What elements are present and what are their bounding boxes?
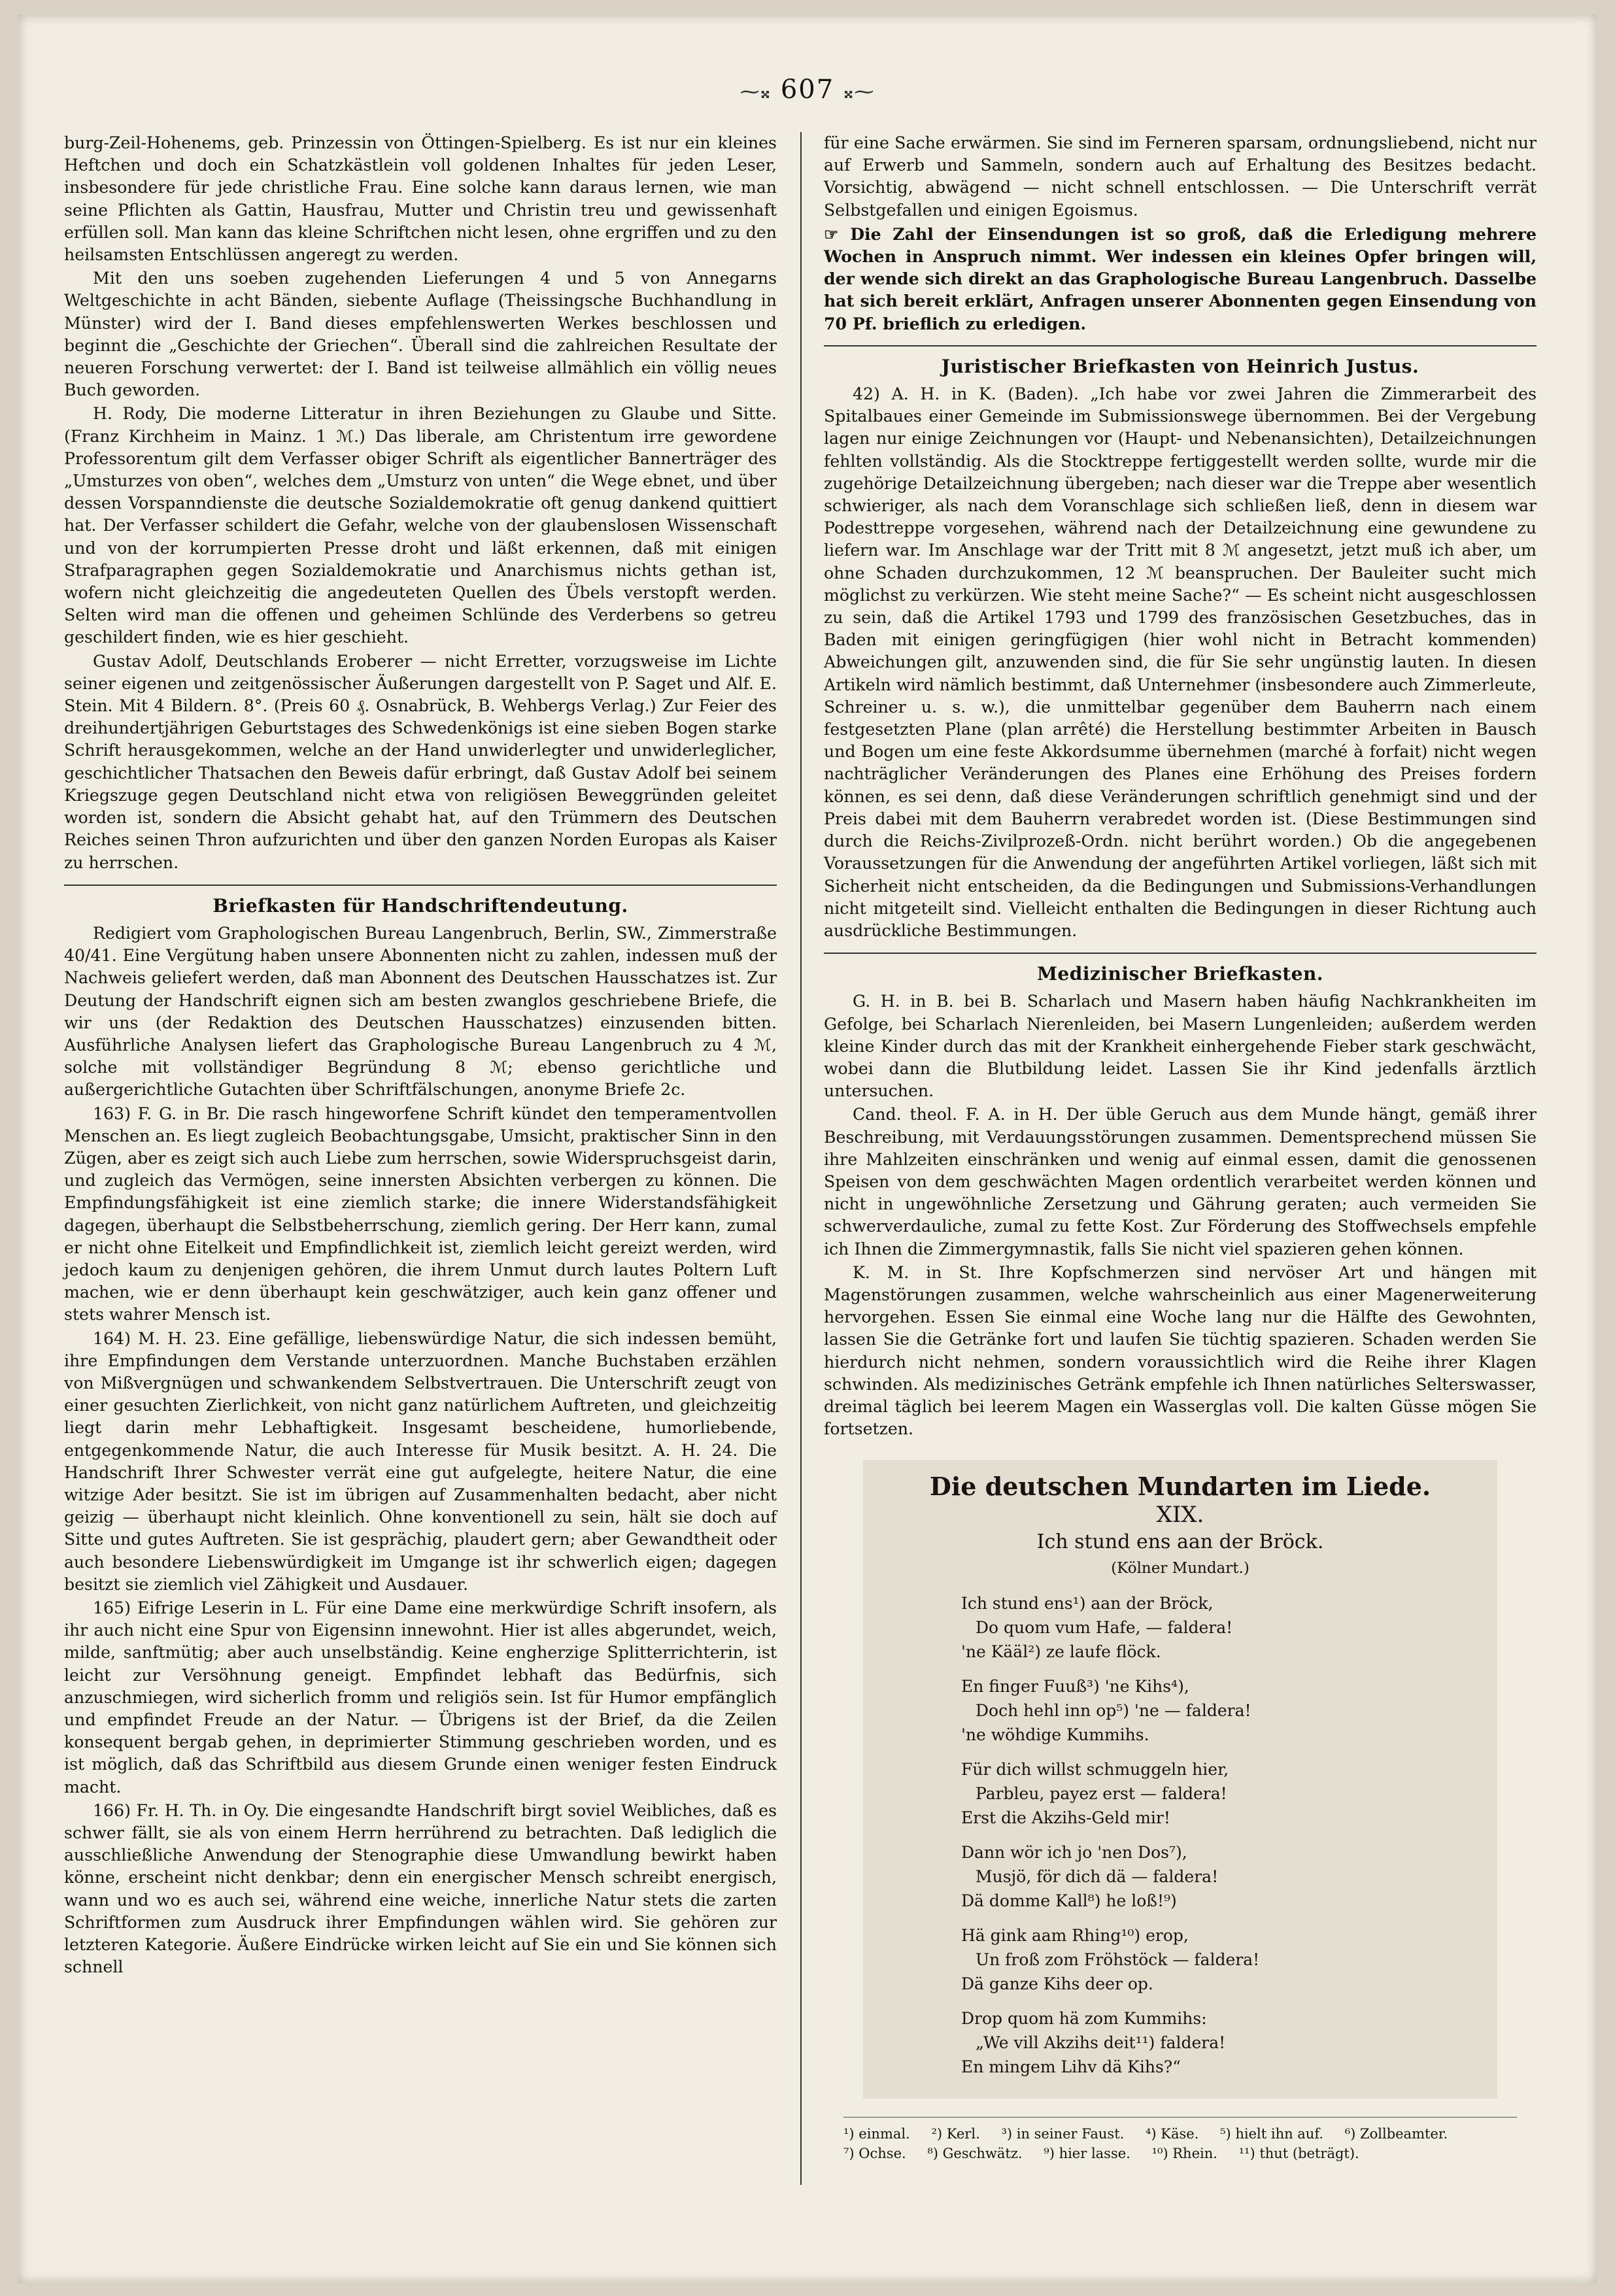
- handwriting-continuation: für eine Sache erwärmen. Sie sind im Ferneren sparsam, ordnungsliebend, nicht nur auf Erwerb und Sammeln, sondern auch auf Erhaltung des Besitzes bedacht. Vorsichtig, abwägend — nicht schnell entschlossen. — Die Unterschrift verrät Selbstgefallen und einigen Egoismus.: [824, 133, 1537, 220]
- poem-title: Ich stund ens aan der Bröck.: [1036, 1530, 1324, 1553]
- footnote: ²) Kerl.: [931, 2126, 980, 2142]
- poem-line: Doch hehl inn op⁵) 'ne — faldera!: [976, 1701, 1251, 1721]
- footnote: ⁷) Ochse.: [843, 2146, 906, 2162]
- footnote: ³) in seiner Faust.: [1001, 2126, 1125, 2142]
- poem-lines: [961, 1591, 1478, 2079]
- footnote: ¹¹) thut (beträgt).: [1238, 2146, 1359, 2162]
- handwriting-section-title: Briefkasten für Handschriftendeutung.: [212, 894, 628, 917]
- review-paragraph: burg-Zeil-Hohenems, geb. Prinzessin von Öttingen-Spielberg. Es ist nur ein kleines Heftchen und doch ein Schatzkästlein voll goldenen Inhaltes für jeden Leser, insbesondere für jede christliche Frau. Eine solche kann daraus lernen, wie man seine Pflichten als Gattin, Hausfrau, Mutter und Christin treu und gewissenhaft erfüllen soll. Man kann das kleine Schriftchen nicht lesen, ohne ergriffen und zu den heilsamsten Entschlüssen angeregt zu werden.: [64, 133, 777, 265]
- poem-line: Für dich willst schmuggeln hier,: [961, 1760, 1229, 1780]
- medical-entry: K. M. in St. Ihre Kopfschmerzen sind nervöser Art und hängen mit Magenstörungen zusammen, welche wahrscheinlich aus einer Magenerweiterung hervorgehen. Essen Sie einmal eine Woche lang nur die Hälfte des Gewohnten, lassen Sie die Getränke fort und laufen Sie tüchtig spazieren. Schaden werden Sie hierdurch nicht nehmen, sondern voraussichtlich wird die Reihe ihrer Klagen schwinden. Als medizinisches Getränk empfehle ich Ihnen natürliches Selterswasser, dreimal täglich bei leerem Magen ein Wasserglas voll. Die kalten Güsse mögen Sie fortsetzen.: [824, 1262, 1537, 1439]
- medical-entry: Cand. theol. F. A. in H. Der üble Geruch aus dem Munde hängt, gemäß ihrer Beschreibung, mit Verdauungsstörungen zusammen. Dementsprechend müssen Sie ihre Mahlzeiten einschränken und wenig auf einmal essen, damit die genossenen Speisen von dem geschwächten Magen ordentlich verarbeitet werden können und nicht in ungewöhnliche Zersetzung und Gährung geraten; auch vermeiden Sie schwerverdauliche, zumal zu fette Kost. Zur Förderung des Stoffwechsels empfehle ich Ihnen die Zimmergymnastik, falls Sie nicht viel spazieren gehen können.: [824, 1105, 1537, 1258]
- poem-line: Un froß zom Fröhstöck — faldera!: [976, 1950, 1260, 1970]
- medical-entry: G. H. in B. bei B. Scharlach und Masern haben häufig Nachkrankheiten im Gefolge, bei Scharlach Nierenleiden, bei Masern Lungenleiden; außerdem werden kleine Kinder durch das mit der Krankheit einhergehende Fieber stark geschwächt, wobei dann die Blutbildung leidet. Lassen Sie ihr Kind jedenfalls ärztlich untersuchen.: [824, 992, 1537, 1101]
- footnote: ⁶) Zollbeamter.: [1344, 2126, 1448, 2142]
- footnote: ⁴) Käse.: [1146, 2126, 1199, 2142]
- review-paragraph: H. Rody, Die moderne Litteratur in ihren Beziehungen zu Glaube und Sitte. (Franz Kirchheim in Mainz. 1 ℳ.) Das liberale, am Christentum irre gewordene Professorentum gilt dem Verfasser obiger Schrift als eigentlicher Bannerträger des „Umsturzes von oben“, welches dem „Umsturz von unten“ die Wege ebnet, und über dessen Vorspanndienste die deutsche Sozialdemokratie oft genug dankend quittiert hat. Der Verfasser schildert die Gefahr, welche von der glaubenslosen Wissenschaft und von der korrumpierten Presse droht und läßt erkennen, daß mit einigen Strafparagraphen gegen Sozialdemokratie und Anarchismus nichts gethan ist, wofern nicht gleichzeitig die angedeuteten Quellen des Übels verstopft werden. Selten wird man die offenen und geheimen Schlünde des Verderbens so getreu geschildert finden, wie es hier geschieht.: [64, 404, 777, 647]
- poem-series-title: Die deutschen Mundarten im Liede.: [929, 1472, 1431, 1502]
- poem-footnotes: [843, 2117, 1517, 2163]
- newspaper-page: [18, 14, 1597, 2283]
- handwriting-intro: Redigiert vom Graphologischen Bureau Langenbruch, Berlin, SW., Zimmerstraße 40/41. Eine Vergütung haben unsere Abonnenten nicht zu zahlen, indessen muß der Nachweis geliefert werden, daß man Abonnent des Deutschen Hausschatzes ist. Zur Deutung der Handschrift eignen sich am besten zwanglos geschriebene Briefe, die wir uns (der Redaktion des Deutschen Hausschatzes) einzusenden bitten. Ausführliche Analysen liefert das Graphologische Bureau Langenbruch zu 4 ℳ, solche mit vollständiger Begründung 8 ℳ; ebenso gerichtliche und außergerichtliche Gutachten über Schriftfälschungen, anonyme Briefe 2c.: [64, 923, 777, 1100]
- ornament-right: 𝄪⁓: [843, 80, 876, 103]
- poem-line: Hä gink aam Rhing¹⁰) erop,: [961, 1926, 1189, 1946]
- poem-box: [863, 1460, 1497, 2099]
- poem-number: XIX.: [1156, 1501, 1204, 1528]
- legal-entry: 42) A. H. in K. (Baden). „Ich habe vor zwei Jahren die Zimmerarbeit des Spitalbaues einer Gemeinde im Submissionswege übernommen. Bei der Vergebung lagen nur einige Zeichnungen vor (Haupt- und Nebenansichten), Detailzeichnungen fehlten vollständig. Als die Stocktreppe fertiggestellt werden sollte, wurde mir die zugehörige Detailzeichnung übergeben; nach dieser war die Treppe aber wesentlich schwieriger, als nach dem Voranschlage sich schließen ließ, denn in diesem war Podesttreppe vorgesehen, während nach der Detailzeichnung eine gewundene zu liefern war. Im Anschlage war der Tritt mit 8 ℳ angesetzt, jetzt muß ich aber, um ohne Schaden durchzukommen, 12 ℳ beanspruchen. Der Bauleiter sucht mich möglichst zu verkürzen. Wie steht meine Sache?“ — Es scheint nicht ausgeschlossen zu sein, daß die Artikel 1793 und 1799 des französischen Gesetzbuches, das in Baden mit einigen geringfügigen (hier wohl nicht in Betracht kommenden) Abweichungen gilt, anzuwenden sind, die für Sie sehr ungünstig lauten. In diesen Artikeln wird nämlich bestimmt, daß Unternehmer (insbesondere auch Zimmerleute, Schreiner u. s. w.), die unmittelbar gegenüber dem Bauherrn nach einem festgesetzten Plane (plan arrêté) die Herstellung bestimmter Arbeiten in Bausch und Bogen um eine feste Akkordsumme übernehmen (marché à forfait) nicht wegen nachträglicher Veränderungen des Planes eine Erhöhung des Preises fordern können, es sei denn, daß diese Veränderungen schriftlich genehmigt sind und der Preis dabei mit dem Bauherrn verabredet worden ist. (Diese Bestimmungen sind durch die Reichs-Zivilprozeß-Ordn. nicht berührt worden.) Ob die angegebenen Voraussetzungen für die Anwendung der angeführten Artikel vorliegen, läßt sich mit Sicherheit nicht entscheiden, da die Bedingungen und Submissions-Verhandlungen nicht mitgeteilt sind. Vielleicht enthalten die Bedingungen in dieser Richtung auch ausdrückliche Bestimmungen.: [824, 384, 1537, 940]
- footnote: ¹⁰) Rhein.: [1151, 2146, 1217, 2162]
- poem-line: Parbleu, payez erst — faldera!: [976, 1784, 1227, 1804]
- ornament-left: ⁓𝄪: [740, 80, 772, 103]
- footnote: ⁸) Geschwätz.: [927, 2146, 1023, 2162]
- poem-line: En finger Fuuß³) 'ne Kihs⁴),: [961, 1677, 1189, 1697]
- page-number-header: [18, 75, 1597, 105]
- section-divider: [824, 953, 1537, 954]
- poem-line: 'ne wöhdige Kummihs.: [961, 1725, 1149, 1745]
- right-column: [824, 132, 1537, 2163]
- poem-line: Dä domme Kall⁸) he loß!⁹): [961, 1891, 1177, 1911]
- medical-section-title: Medizinischer Briefkasten.: [1036, 963, 1324, 985]
- section-divider: [64, 885, 777, 886]
- poem-line: Erst die Akzihs-Geld mir!: [961, 1808, 1170, 1828]
- poem-line: 'ne Kääl²) ze laufe flöck.: [961, 1642, 1161, 1662]
- handwriting-entry: 164) M. H. 23. Eine gefällige, liebenswürdige Natur, die sich indessen bemüht, ihre Empfindungen dem Verstande unterzuordnen. Manche Buchstaben erzählen von Mißvergnügen und schwankendem Selbstvertrauen. Die Unterschrift zeugt von einer gesuchten Zierlichkeit, von nicht ganz natürlichem Auftreten, und gleichzeitig liegt darin mehr Lebhaftigkeit. Insgesamt bescheidene, humorliebende, entgegenkommende Natur, die auch Interesse für Musik besitzt. A. H. 24. Die Handschrift Ihrer Schwester verrät eine gut aufgelegte, heitere Natur, die eine witzige Ader besitzt. Sie ist im übrigen auf Zusammenhalten bedacht, aber nicht geizig — überhaupt nicht kleinlich. Ohne konventionell zu sein, hält sie doch auf Sitte und gutes Auftreten. Sie ist gesprächig, plaudert gern; aber Gewandtheit oder auch besondere Liebenswürdigkeit im Umgange ist ihr schwerlich eigen; dagegen besitzt sie ziemlich viel Zähigkeit und Ausdauer.: [64, 1328, 777, 1594]
- review-paragraph: Gustav Adolf, Deutschlands Eroberer — nicht Erretter, vorzugsweise im Lichte seiner eigenen und zeitgenössischer Äußerungen dargestellt von P. Saget und Alf. E. Stein. Mit 4 Bildern. 8°. (Preis 60 ₰. Osnabrück, B. Wehbergs Verlag.) Zur Feier des dreihundertjährigen Geburtstages des Schwedenkönigs ist eine sieben Bogen starke Schrift herausgekommen, welche an der Hand unwiderlegter und unwiderleglicher, geschichtlicher Thatsachen den Beweis dafür erbringt, daß Gustav Adolf bei seinem Kriegszuge gegen Deutschland nicht etwa von religiösen Beweggründen geleitet worden ist, sondern die Absicht gehabt hat, auf den Trümmern des Deutschen Reiches seinen Thron aufzurichten und über den ganzen Norden Europas als Kaiser zu herrschen.: [64, 651, 777, 872]
- poem-line: Ich stund ens¹) aan der Bröck,: [961, 1594, 1214, 1613]
- poem-line: En mingem Lihv dä Kihs?“: [961, 2057, 1181, 2077]
- poem-line: Musjö, för dich dä — faldera!: [976, 1867, 1219, 1887]
- handwriting-entry: 165) Eifrige Leserin in L. Für eine Dame eine merkwürdige Schrift insofern, als ihr auch nicht eine Spur von Eigensinn innewohnt. Hier ist alles abgerundet, weich, milde, sanftmütig; aber auch unselbständig. Keine engherzige Splitterrichterin, ist leicht zur Versöhnung geneigt. Empfindet lebhaft das Bedürfnis, sich anzuschmiegen, wird sicherlich fromm und religiös sein. Ist für Humor empfänglich und empfindet Freude an der Natur. — Übrigens ist der Brief, da die Zeilen konsequent bergab gehen, in deprimierter Stimmung geschrieben worden, und es ist möglich, daß das Schriftbild aus diesem Grunde einen weniger festen Eindruck macht.: [64, 1598, 777, 1797]
- legal-section-title: Juristischer Briefkasten von Heinrich Justus.: [941, 355, 1420, 377]
- handwriting-entry: 166) Fr. H. Th. in Oy. Die eingesandte Handschrift birgt soviel Weibliches, daß es schwer fällt, sie als von einem Herrn herrührend zu betrachten. Daß lediglich die ausschließliche Anwendung der Stenographie diese Umwandlung bewirkt haben könne, erscheint nicht denkbar; denn ein energischer Mensch schreibt energisch, wann und wo es auch sei, während eine weiche, innerliche Natur stets die zarten Schriftformen zum Ausdruck ihrer Empfindungen wählen wird. Sie gehören zur letzteren Kategorie. Äußere Eindrücke wirken leicht auf Sie ein und Sie können sich schnell: [64, 1800, 777, 1977]
- poem-line: Dä ganze Kihs deer op.: [961, 1974, 1153, 1994]
- poem-dialect: (Kölner Mundart.): [1111, 1559, 1250, 1577]
- column-divider: [800, 132, 802, 2185]
- left-column: [64, 132, 777, 1978]
- poem-line: „We vill Akzihs deit¹¹) faldera!: [976, 2033, 1226, 2053]
- handwriting-entry: 163) F. G. in Br. Die rasch hingeworfene Schrift kündet den temperamentvollen Menschen an. Es liegt zugleich Beobachtungsgabe, Umsicht, praktischer Sinn in den Zügen, aber es zeigt sich auch Liebe zum herrschen, sowie Widerspruchsgeist darin, und zugleich das Vermögen, seine innersten Absichten verbergen zu können. Die Empfindungsfähigkeit ist eine ziemlich starke; die innere Widerstandsfähigkeit dagegen, überhaupt die Selbstbeherrschung, ziemlich gering. Der Herr kann, zumal er nicht ohne Eitelkeit und Empfindlichkeit ist, ziemlich leicht gereizt werden, wird jedoch kaum zu denjenigen gehören, die ihrem Unmut durch lautes Poltern Luft machen, wie er denn überhaupt kein geschwätziger, auch kein ganz offener und stets wahrer Mensch ist.: [64, 1104, 777, 1325]
- poem-line: Dann wör ich jo 'nen Dos⁷),: [961, 1843, 1187, 1863]
- footnote: ⁹) hier lasse.: [1044, 2146, 1130, 2162]
- page-number: 607: [780, 75, 835, 105]
- notice-paragraph: ☞ Die Zahl der Einsendungen ist so groß, daß die Erledigung mehrere Wochen in Anspruch nimmt. Wer indessen ein kleines Opfer bringen will, der wende sich direkt an das Graphologische Bureau Langenbruch. Dasselbe hat sich bereit erklärt, Anfragen unserer Abonnenten gegen Einsendung von 70 Pf. brieflich zu erledigen.: [824, 224, 1537, 333]
- footnote: ⁵) hielt ihn auf.: [1220, 2126, 1324, 2142]
- footnote: ¹) einmal.: [843, 2126, 910, 2142]
- section-divider: [824, 345, 1537, 346]
- poem-line: Drop quom hä zom Kummihs:: [961, 2009, 1207, 2029]
- poem-line: Do quom vum Hafe, — faldera!: [976, 1618, 1233, 1638]
- review-paragraph: Mit den uns soeben zugehenden Lieferungen 4 und 5 von Annegarns Weltgeschichte in acht Bänden, siebente Auflage (Theissingsche Buchhandlung in Münster) wird der I. Band dieses empfehlenswerten Werkes beschlossen und beginnt die „Geschichte der Griechen“. Überall sind die zahlreichen Resultate der neueren Forschung verwertet: der I. Band ist teilweise allmählich ein völlig neues Buch geworden.: [64, 269, 777, 400]
